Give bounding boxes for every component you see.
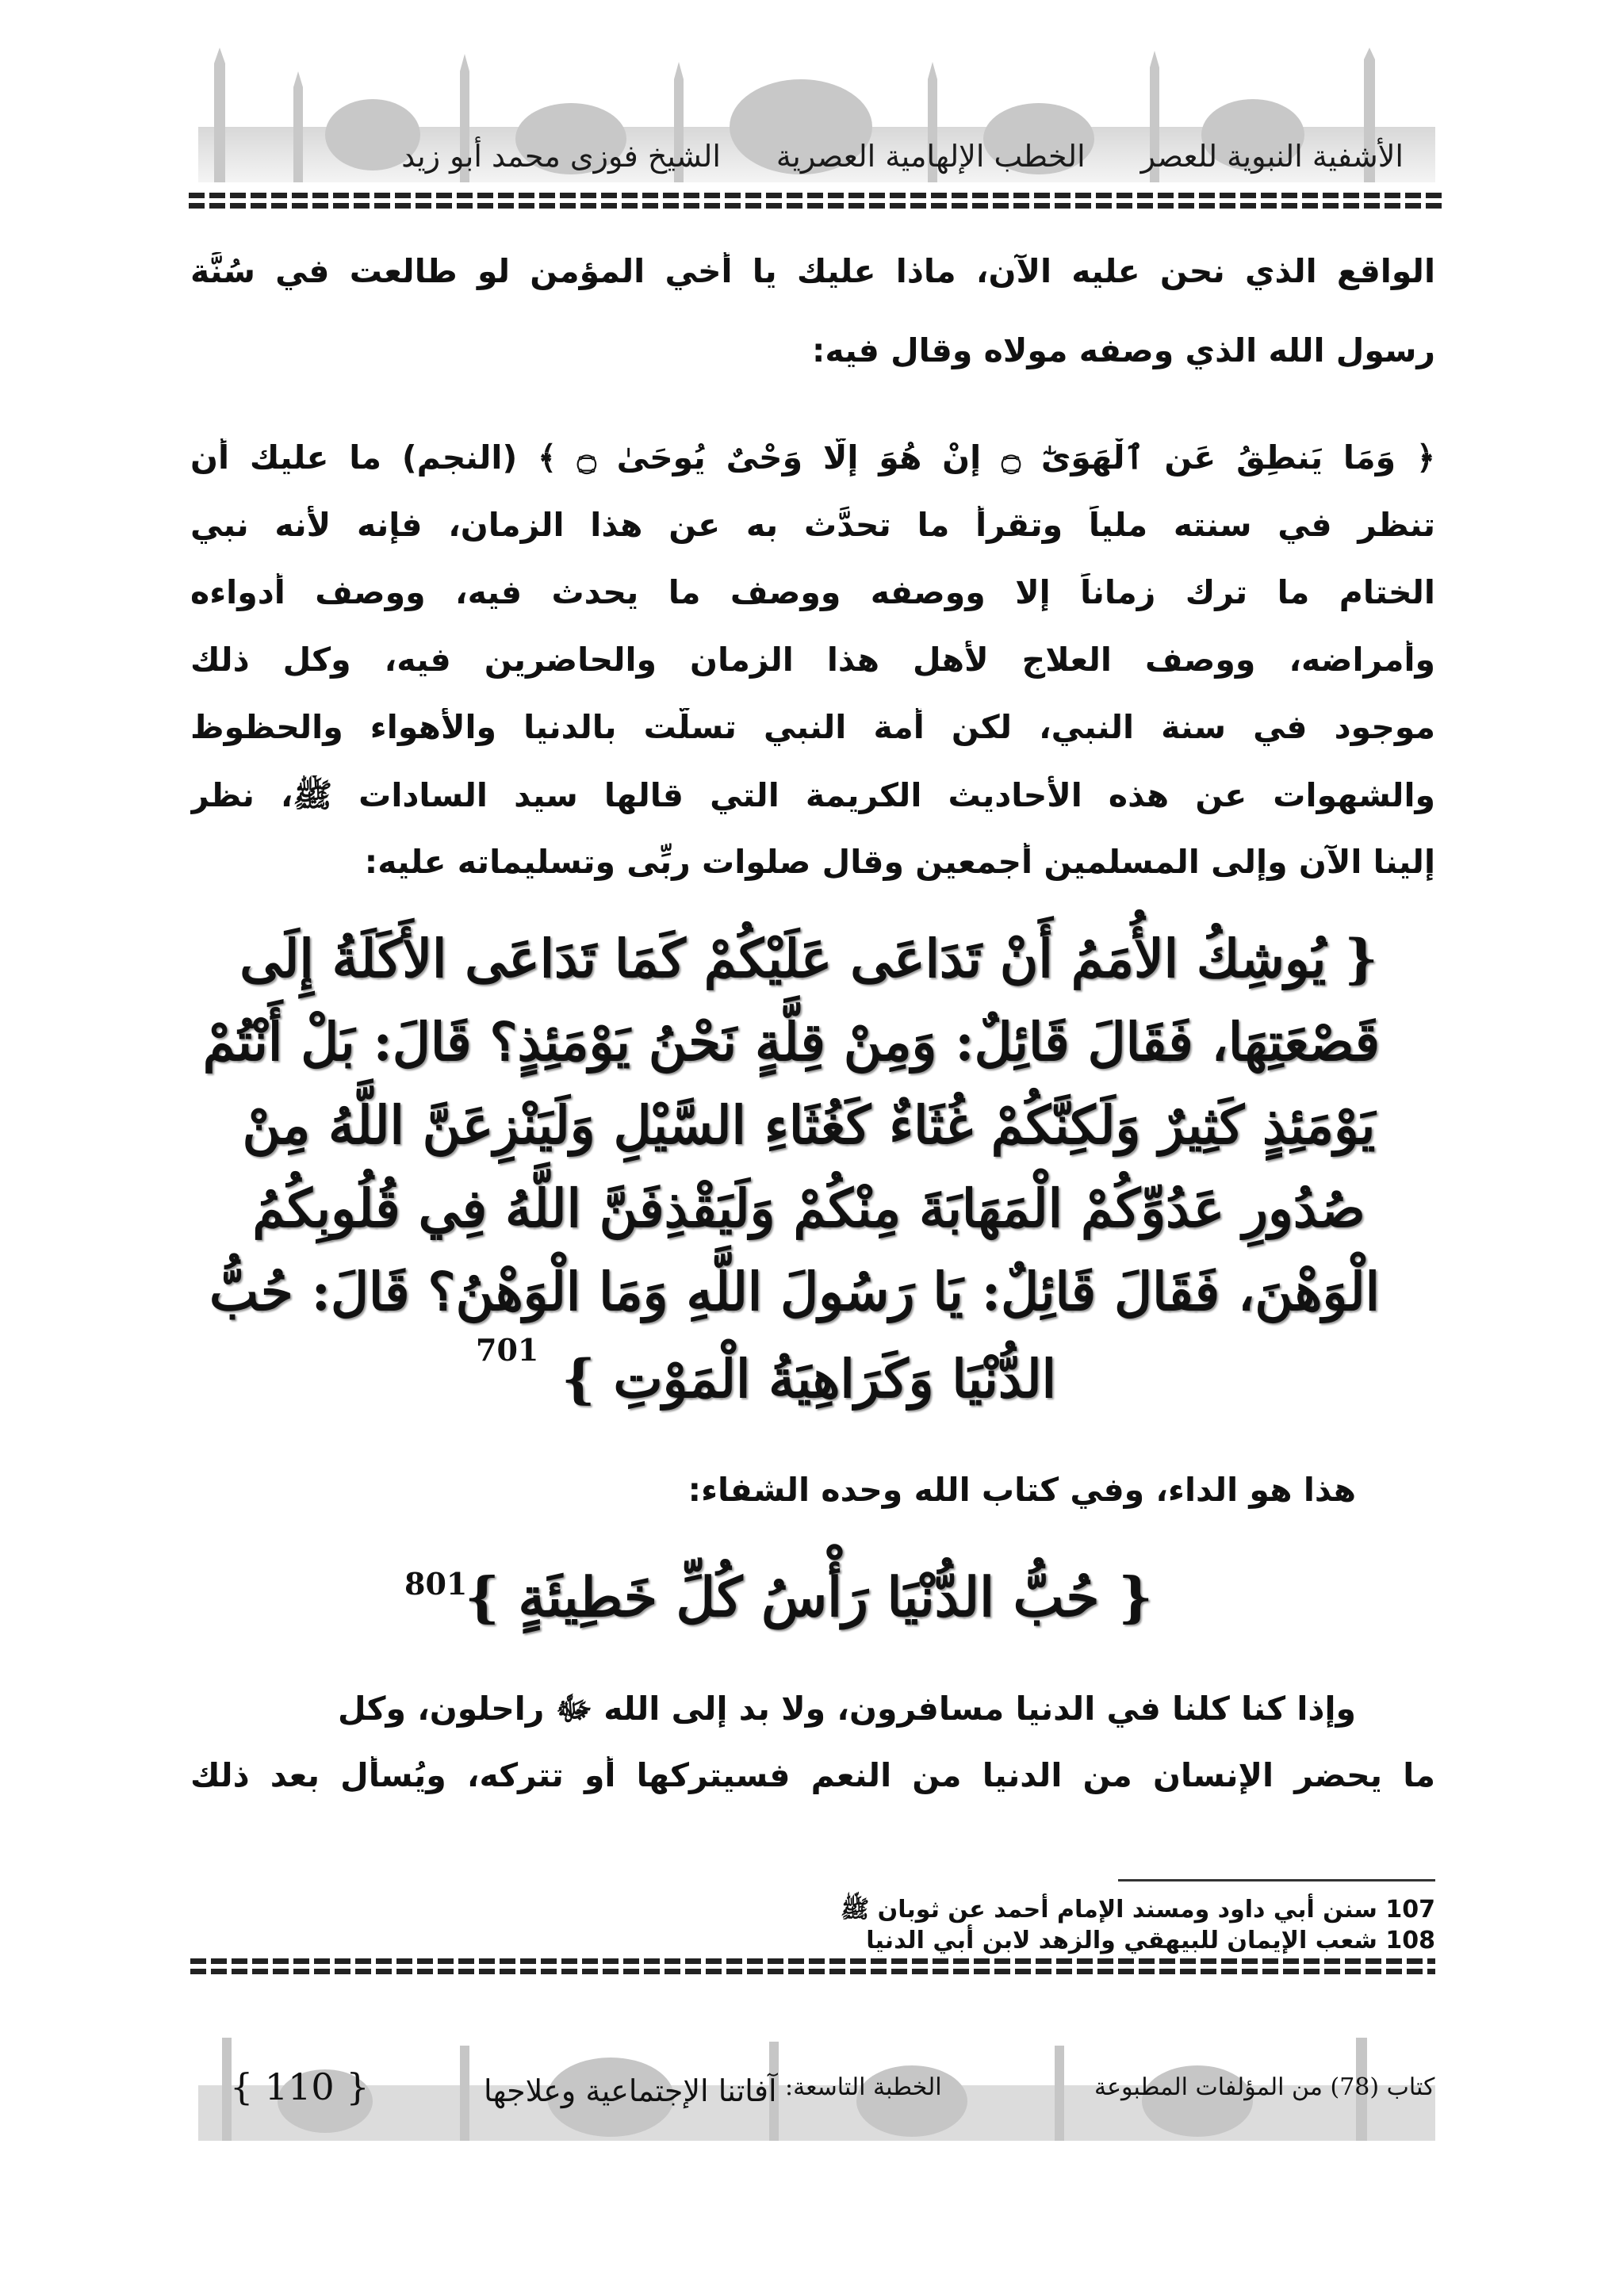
footnote: 107 سنن أبي داود ومسند الإمام أحمد عن ثوبان ﷺ: [840, 1896, 1435, 1924]
body-line: إلينا الآن وإلى المسلمين أجمعين وقال صلوات ربِّى وتسليماته عليه:: [364, 843, 1435, 881]
footer-sermon-title: آفاتنا الإجتماعية وعلاجها: [484, 2073, 777, 2108]
footer-book: كتاب (78) من المؤلفات المطبوعة: [1094, 2073, 1435, 2101]
header-author: الشيخ فوزى محمد أبو زيد: [401, 139, 721, 174]
hadith-line: { يُوشِكُ الأُمَمُ أَنْ تَدَاعَى عَلَيْكُمْ كَمَا تَدَاعَى الأَكَلَةُ إِلَى: [239, 928, 1378, 990]
footer-divider: [190, 1958, 1435, 1974]
body-line: الواقع الذي نحن عليه الآن، ماذا عليك يا أخي المؤمن لو طالعت في سُنَّة: [190, 252, 1435, 290]
header-series: الخطب الإلهامية العصرية: [776, 139, 1086, 174]
hadith-line: صُدُورِ عَدُوِّكُمْ الْمَهَابَةَ مِنْكُمْ وَلَيَقْذِفَنَّ اللَّهُ فِي قُلُوبِكُمُ: [252, 1177, 1365, 1239]
body-line: الختام ما ترك زماناً إلا ووصفه ووصف ما يحدث فيه، ووصف أدواءه: [190, 573, 1435, 611]
hadith-line: يَوْمَئِذٍ كَثِيرٌ وَلَكِنَّكُمْ غُثَاءٌ كَغُثَاءِ السَّيْلِ وَلَيَنْزِعَنَّ اللَّهُ مِنْ: [242, 1094, 1376, 1156]
body-line: ما يحضر الإنسان من الدنيا من النعم فسيتركها أو تتركه، ويُسأل بعد ذلك: [190, 1756, 1435, 1794]
hadith-line: الدُّنْيَا وَكَرَاهِيَةُ الْمَوْتِ }: [561, 1348, 1056, 1410]
body-line: هذا هو الداء، وفي كتاب الله وحده الشفاء:: [688, 1471, 1356, 1509]
hadith-line: { حُبُّ الدُّنْيَا رَأْسُ كُلِّ خَطِيئَةٍ }: [465, 1566, 1153, 1629]
body-line: والشهوات عن هذه الأحاديث الكريمة التي قالها سيد السادات ﷺ، نظر: [190, 776, 1435, 814]
page-header: [198, 139, 1435, 186]
page-number: { 110 }: [230, 2065, 370, 2108]
header-divider: [189, 193, 1442, 209]
header-title: الأشفية النبوية للعصر: [1140, 139, 1404, 174]
body-line: موجود في سنة النبي، لكن أمة النبي تسلَّت بالدنيا والأهواء والحظوظ: [190, 708, 1435, 746]
body-line: وإذا كنا كلنا في الدنيا مسافرون، ولا بد إلى الله ﷻ راحلون، وكل: [338, 1690, 1356, 1728]
footnote-rule: [1118, 1879, 1435, 1881]
body-line: ﴿ وَمَا يَنطِقُ عَنِ ٱلْهَوَىٰٓ ۝ إِنْ هُوَ إِلَّا وَحْىٌ يُوحَىٰ ۝ ﴾ (النجم) ما عليك أن: [190, 438, 1435, 477]
footnote: 108 شعب الإيمان للبيهقي والزهد لابن أبي الدنيا: [866, 1927, 1435, 1954]
footnote-ref: 801: [404, 1566, 468, 1602]
body-line: تنظر في سنته ملياً وتقرأ ما تحدَّث به عن هذا الزمان، فإنه لأنه نبي: [190, 506, 1435, 544]
footer-sermon-label: الخطبة التاسعة:: [785, 2073, 942, 2101]
hadith-line: الْوَهْنَ، فَقَالَ قَائِلٌ: يَا رَسُولَ اللَّهِ وَمَا الْوَهْنُ؟ قَالَ: حُبُّ: [209, 1261, 1380, 1323]
hadith-line: قَصْعَتِهَا، فَقَالَ قَائِلٌ: وَمِنْ قِلَّةٍ نَحْنُ يَوْمَئِذٍ؟ قَالَ: بَلْ أَنْتُمْ: [202, 1011, 1380, 1073]
body-line: وأمراضه، ووصف العلاج لأهل هذا الزمان والحاضرين فيه، وكل ذلك: [190, 641, 1435, 679]
footnote-ref: 701: [476, 1332, 539, 1368]
body-line: رسول الله الذي وصفه مولاه وقال فيه:: [811, 331, 1435, 369]
